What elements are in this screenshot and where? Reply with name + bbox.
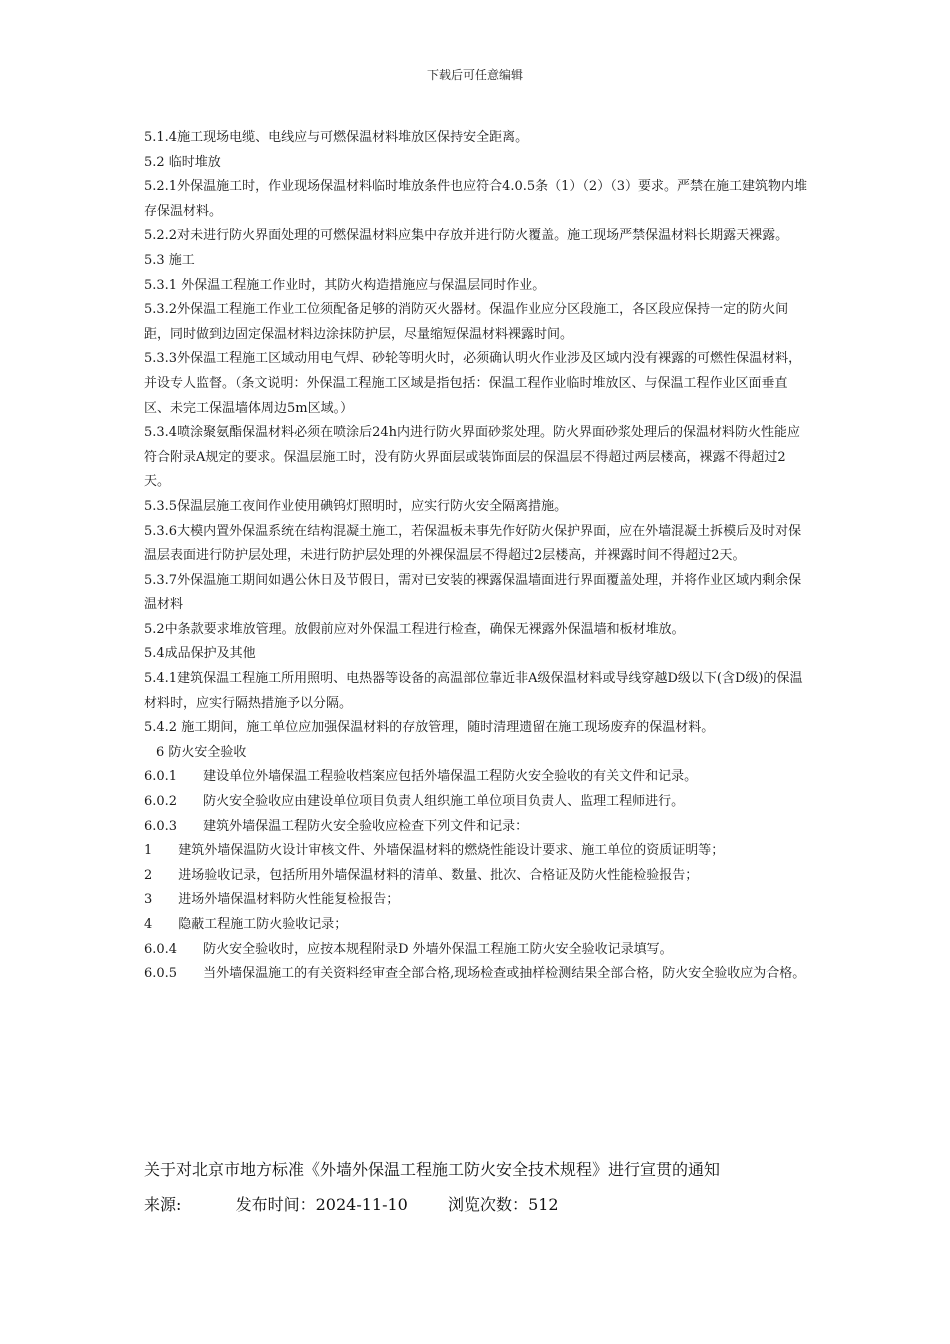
paragraph-6-0-5: 6.0.5 当外墙保温施工的有关资料经审查全部合格,现场检查或抽样检测结果全部合格，防火安全验收应为合格。: [144, 966, 806, 982]
publish-label: 发布时间：: [235, 1195, 316, 1214]
publish-date: 2024-11-10: [315, 1195, 408, 1214]
heading-6: 6 防火安全验收: [156, 744, 247, 760]
heading-5-2: 5.2 临时堆放: [144, 154, 221, 170]
paragraph-5-3-3: 5.3.3外保温工程施工区域动用电气焊、砂轮等明火时，必须确认明火作业涉及区域内没有裸露的可燃性保温材料，并设专人监督。（条文说明：外保温工程施工区域是指包括：保温工程作业临时堆放区、与保温工程作业区面垂直区、未完工保温墙体周边5m区域。）: [144, 351, 802, 416]
paragraph-6-0-3: 6.0.3 建筑外墙保温工程防火安全验收应检查下列文件和记录：: [144, 818, 529, 834]
paragraph-6-0-1: 6.0.1 建设单位外墙保温工程验收档案应包括外墙保温工程防火安全验收的有关文件和记录。: [144, 769, 698, 785]
source-label: 来源:: [144, 1195, 182, 1214]
document-body: [144, 126, 808, 987]
notice-meta: [144, 1192, 824, 1215]
page-header: 下载后可任意编辑: [426, 68, 523, 82]
list-item-2: 2 进场验收记录，包括所用外墙保温材料的清单、数量、批次、合格证及防火性能检验报告；: [144, 867, 699, 883]
paragraph-6-0-4: 6.0.4 防火安全验收时，应按本规程附录D 外墙外保温工程施工防火安全验收记录填写。: [144, 941, 673, 957]
views-label: 浏览次数：: [448, 1195, 529, 1214]
paragraph-5-3-4: 5.3.4喷涂聚氨酯保温材料必须在喷涂后24h内进行防火界面砂浆处理。防火界面砂浆处理后的保温材料防火性能应符合附录A规定的要求。保温层施工时，没有防火界面层或装饰面层的保温层不得超过两层楼高，裸露不得超过2天。: [144, 425, 800, 490]
heading-5-4: 5.4成品保护及其他: [144, 646, 256, 662]
views-count: 512: [528, 1195, 559, 1214]
paragraph-6-0-2: 6.0.2 防火安全验收应由建设单位项目负责人组织施工单位项目负责人、监理工程师进行。: [144, 794, 685, 810]
paragraph-5-3-6: 5.3.6大模内置外保温系统在结构混凝土施工，若保温板未事先作好防火保护界面，应在外墙混凝土拆模后及时对保温层表面进行防护层处理，未进行防护层处理的外裸保温层不得超过2层楼高，并裸露时间不得超过2天。: [144, 523, 802, 564]
paragraph-5-3-5: 5.3.5保温层施工夜间作业使用碘钨灯照明时，应实行防火安全隔离措施。: [144, 498, 568, 514]
paragraph-5-3-7: 5.3.7外保温施工期间如遇公休日及节假日，需对已安装的裸露保温墙面进行界面覆盖处理，并将作业区域内剩余保温材料: [144, 572, 802, 613]
paragraph-5-2-2: 5.2.2对未进行防火界面处理的可燃保温材料应集中存放并进行防火覆盖。施工现场严禁保温材料长期露天裸露。: [144, 228, 789, 244]
notice-title: 关于对北京市地方标准《外墙外保温工程施工防火安全技术规程》进行宣贯的通知: [144, 1160, 721, 1179]
list-item-1: 1 建筑外墙保温防火设计审核文件、外墙保温材料的燃烧性能设计要求、施工单位的资质证明等；: [144, 843, 725, 859]
paragraph-5-2-ref: 5.2中条款要求堆放管理。放假前应对外保温工程进行检查，确保无裸露外保温墙和板材堆放。: [144, 621, 685, 637]
paragraph-5-3-2: 5.3.2外保温工程施工作业工位须配备足够的消防灭火器材。保温作业应分区段施工，各区段应保持一定的防火间距，同时做到边固定保温材料边涂抹防护层，尽量缩短保温材料裸露时间。: [144, 302, 789, 342]
paragraph-5-4-1: 5.4.1建筑保温工程施工所用照明、电热器等设备的高温部位靠近非A级保温材料或导线穿越D级以下(含D级)的保温材料时，应实行隔热措施予以分隔。: [144, 671, 803, 711]
paragraph-5-3-1: 5.3.1 外保温工程施工作业时，其防火构造措施应与保温层同时作业。: [144, 277, 546, 293]
paragraph-5-2-1: 5.2.1外保温施工时，作业现场保温材料临时堆放条件也应符合4.0.5条（1）（2）（3）要求。严禁在施工建筑物内堆存保温材料。: [144, 179, 807, 219]
list-item-3: 3 进场外墙保温材料防火性能复检报告；: [144, 892, 400, 908]
paragraph-5-4-2: 5.4.2 施工期间，施工单位应加强保温材料的存放管理，随时清理遗留在施工现场废弃的保温材料。: [144, 720, 715, 736]
list-item-4: 4 隐蔽工程施工防火验收记录；: [144, 917, 348, 932]
heading-5-3: 5.3 施工: [144, 252, 195, 268]
paragraph-5-1-4: 5.1.4施工现场电缆、电线应与可燃保温材料堆放区保持安全距离。: [144, 130, 529, 145]
